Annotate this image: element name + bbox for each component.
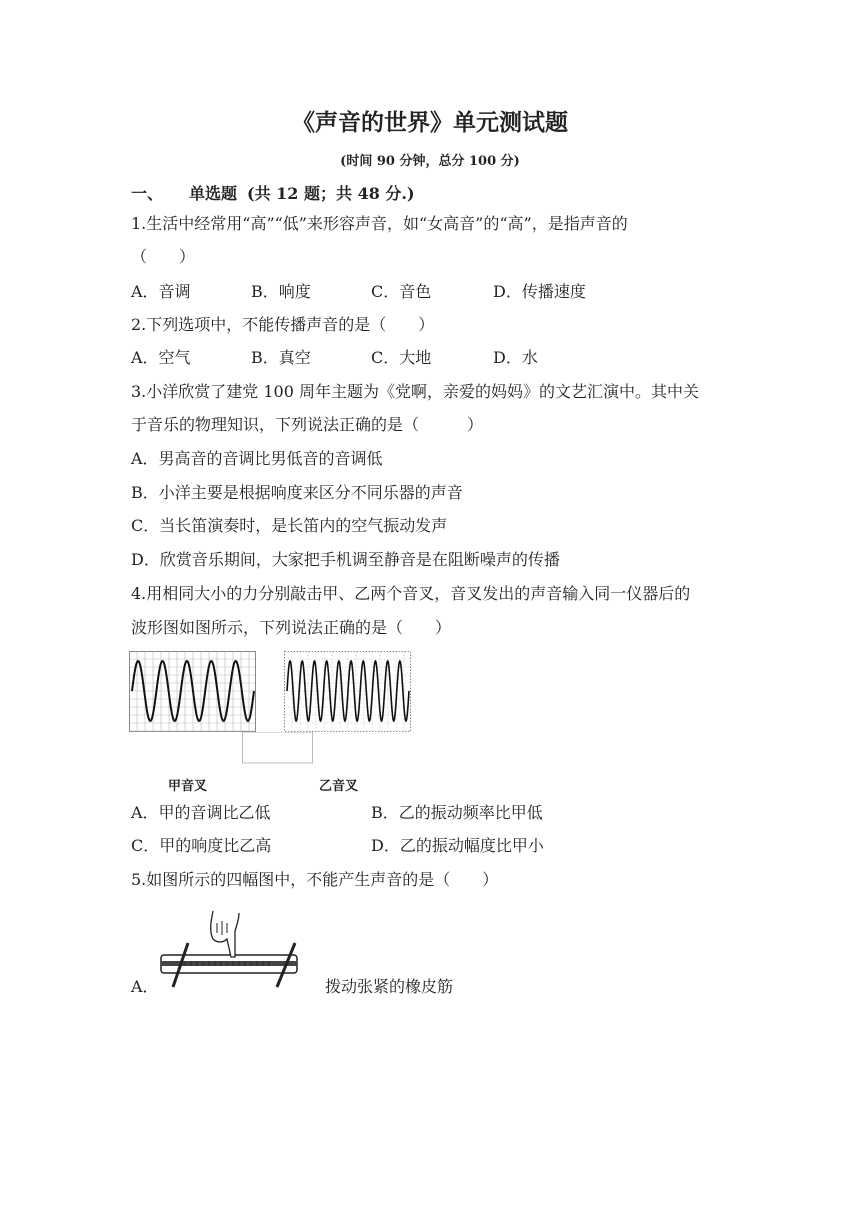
q1-option-c: C．音色 [371,282,432,301]
q1-option-b: B．响度 [251,282,311,301]
q5-option-a-letter: A． [131,977,159,996]
q3-stem-line1: 3.小洋欣赏了建党 100 周年主题为《党啊，亲爱的妈妈》的文艺汇演中。其中关 [131,382,699,401]
waveform-b-figure [284,651,412,733]
caption-tuning-fork-a: 甲音叉 [168,779,208,794]
q3-stem-line2: 于音乐的物理知识，下列说法正确的是（ ） [131,415,484,434]
q1-stem-line1: 1.生活中经常用“高”“低”来形容声音，如“女高音”的“高”，是指声音的 [131,214,628,233]
q4-option-d: D．乙的振动幅度比甲小 [371,836,544,855]
q3-option-d: D．欣赏音乐期间，大家把手机调至静音是在阻断噪声的传播 [131,550,560,569]
page-subtitle: (时间 90 分钟，总分 100 分) [340,154,520,169]
section-header [131,181,415,204]
q2-option-d: D．水 [493,348,538,367]
section-info: (共 12 题；共 48 分.) [247,184,415,203]
q2-option-c: C．大地 [371,348,432,367]
q5-option-a-text: 拨动张紧的橡皮筋 [325,977,454,996]
q3-option-a: A．男高音的音调比男低音的音调低 [131,449,383,468]
q4-option-b: B．乙的振动频率比甲低 [371,803,543,822]
q4-option-c: C．甲的响度比乙高 [131,836,272,855]
q4-stem-line2: 波形图如图所示，下列说法正确的是（ ） [131,618,452,637]
figure-connector-box [242,732,314,764]
section-label: 单选题 [189,184,238,203]
q5-stem: 5.如图所示的四幅图中，不能产生声音的是（ ） [131,870,499,889]
rubber-band-figure [155,905,305,995]
q4-stem-line1: 4.用相同大小的力分别敲击甲、乙两个音叉，音叉发出的声音输入同一仪器后的 [131,584,691,603]
page-title: 《声音的世界》单元测试题 [292,109,568,136]
q3-option-b: B．小洋主要是根据响度来区分不同乐器的声音 [131,483,463,502]
section-number: 一、 [131,184,164,203]
q2-option-b: B．真空 [251,348,311,367]
q4-option-a: A．甲的音调比乙低 [131,803,271,822]
q1-stem-line2: （ ） [131,247,196,266]
q3-option-c: C．当长笛演奏时，是长笛内的空气振动发声 [131,516,448,535]
q1-option-d: D．传播速度 [493,282,586,301]
waveform-a-figure [129,651,257,733]
q2-stem: 2.下列选项中，不能传播声音的是（ ） [131,315,435,334]
q2-option-a: A．空气 [131,348,191,367]
q1-option-a: A．音调 [131,282,191,301]
caption-tuning-fork-b: 乙音叉 [319,779,359,794]
